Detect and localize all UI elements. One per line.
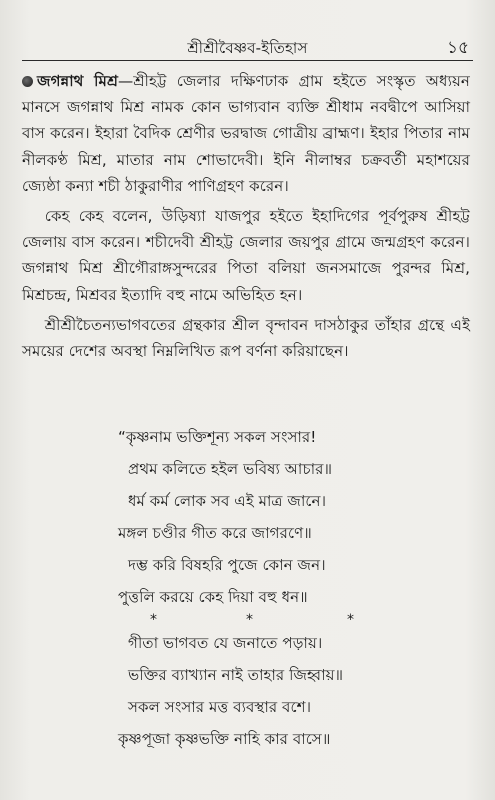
- paragraph-2: কেহ কেহ বলেন, উড়িষ্যা যাজপুর হইতে ইহাদিগের পূর্বপুরুষ শ্রীহট্ট জেলায় বাস করেন। শচীদেবী শ্রীহট্ট জেলার জয়পুর গ্রামে জন্মগ্রহণ করেন। জগন্নাথ মিশ্র শ্রীগৌরাঙ্গসুন্দরের পিতা বলিয়া জনসমাজে পুরন্দর মিশ্র, মিশ্রচন্দ্র, মিশ্রবর ইত্যাদি বহু নামে অভিহিত হন।: [22, 207, 470, 304]
- separator-star: *: [246, 612, 253, 628]
- verse-line: মঙ্গল চণ্ডীর গীত করে জাগরণে॥: [118, 524, 312, 542]
- separator-star: *: [347, 612, 354, 628]
- section-heading: জগন্নাথ মিশ্র: [37, 72, 118, 90]
- paragraph-1-text: —শ্রীহট্ট জেলার দক্ষিণঢাক গ্রাম হইতে সংস্কৃত অধ্যয়ন মানসে জগন্নাথ মিশ্র নামক কোন ভাগ্যবান ব্যক্তি শ্রীধাম নবদ্বীপে আসিয়া বাস করেন। ইহারা বৈদিক শ্রেণীর ভরদ্বাজ গোত্রীয় ব্রাহ্মণ। ইহার পিতার নাম নীলকণ্ঠ মিশ্র, মাতার নাম শোভাদেবী। ইনি নীলাম্বর চক্রবর্তী মহাশয়ের জ্যেষ্ঠা কন্যা শচী ঠাকুরাণীর পাণিগ্রহণ করেন।: [22, 72, 470, 195]
- verse-line: কৃষ্ণপূজা কৃষ্ণভক্তি নাহি কার বাসে॥: [118, 730, 331, 748]
- page-header: [22, 34, 473, 61]
- verse-line: ধর্ম কর্ম লোক সব এই মাত্র জানে।: [128, 492, 327, 510]
- verse-line: সকল সংসার মত্ত ব্যবস্থার বশে।: [128, 698, 312, 716]
- verse-line: দম্ভ করি বিষহরি পুজে কোন জন।: [128, 556, 326, 574]
- page-number: ১৫: [446, 38, 469, 58]
- verse-line: ভক্তির ব্যাখ্যান নাই তাহার জিহ্বায়॥: [128, 666, 344, 684]
- paragraph-1: [22, 68, 470, 199]
- bullet-icon: [22, 76, 33, 87]
- body-text: [22, 68, 470, 368]
- verse-line: প্রথম কলিতে হইল ভবিষ্য আচার॥: [128, 460, 333, 478]
- paragraph-3: শ্রীশ্রীচৈতন্যভাগবতের গ্রন্থকার শ্রীল বৃন্দাবন দাসঠাকুর তাঁহার গ্রন্থে এই সময়ের দেশের অবস্থা নিম্নলিখিত রূপ বর্ণনা করিয়াছেন।: [22, 315, 470, 361]
- verse-line: “কৃষ্ণনাম ভক্তিশূন্য সকল সংসার!: [118, 428, 317, 446]
- running-title: শ্রীশ্রীবৈষ্ণব-ইতিহাস: [187, 39, 308, 57]
- verse-line: গীতা ভাগবত যে জনাতে পড়ায়।: [128, 634, 323, 652]
- verse-separator: [0, 612, 495, 632]
- separator-star: *: [150, 612, 157, 628]
- verse-line: পুত্তলি করয়ে কেহ দিয়া বহু ধন॥: [118, 588, 308, 606]
